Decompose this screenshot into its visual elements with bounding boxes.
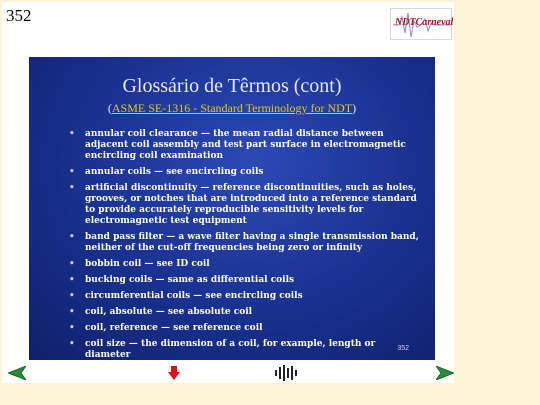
standard-reference-link[interactable]: ASME SE-1316 - Standard Terminology for NDT [111,101,353,115]
glossary-entry: annular coils — see encircling coils [85,167,264,177]
glossary-entry: annular coil clearance — the mean radial distance between adjacent coil assembly and test part surface in electromagnetic encircling coil examination [85,129,406,161]
list-item [69,275,419,286]
glossary-entry: coil size — the dimension of a coil, for example, length or diameter [85,339,376,360]
subtitle-open-paren: ( [107,101,112,115]
list-item [69,232,419,254]
list-item [69,129,419,162]
glossary-entry: circumferential coils — see encircling coils [85,291,303,301]
next-slide-button[interactable] [436,366,454,380]
bullet-icon: • [69,339,75,349]
list-item [69,307,419,318]
list-item [69,167,419,178]
subtitle-close-paren: ) [352,101,357,115]
audio-waveform-icon [274,365,298,381]
bullet-icon: • [69,183,75,193]
bullet-icon: • [69,275,75,285]
glossary-entry: coil, absolute — see absolute coil [85,307,253,317]
list-item [69,323,419,334]
slide-number: 352 [397,345,409,352]
bullet-icon: • [69,307,75,317]
bullet-icon: • [69,259,75,269]
bullet-icon: • [69,323,75,333]
arrow-left-icon [8,366,26,380]
previous-slide-button[interactable] [8,366,26,380]
page-number: 352 [6,6,32,25]
arrow-down-icon [168,366,180,380]
down-slide-button[interactable] [168,366,180,380]
list-item [69,291,419,302]
glossary-entry: band pass filter — a wave filter having a single transmission band, neither of the cut-off frequencies being zero or infinity [85,232,419,253]
glossary-entry: bobbin coil — see ID coil [85,259,210,269]
slide [29,57,435,360]
logo-text: NDTCarneval [395,17,454,28]
arrow-right-icon [436,366,454,380]
slide-subtitle [29,101,435,116]
slide-title: Glossário de Têrmos (cont) [122,75,342,97]
bullet-icon: • [69,129,75,139]
list-item [69,339,419,360]
logo[interactable] [390,8,452,40]
glossary-entry: artificial discontinuity — reference discontinuities, such as holes, grooves, or notches that are introduced into a reference standard to provide accurately reproducible sensitivity levels for electromagnetic test equipment [85,183,417,226]
list-item [69,183,419,227]
glossary-entry: coil, reference — see reference coil [85,323,263,333]
bullet-icon: • [69,291,75,301]
audio-button[interactable] [274,365,298,381]
list-item [69,259,419,270]
page-panel [2,2,454,383]
bullet-icon: • [69,232,75,242]
glossary-entry: bucking coils — same as differential coils [85,275,295,285]
glossary-list [69,129,419,360]
bullet-icon: • [69,167,75,177]
